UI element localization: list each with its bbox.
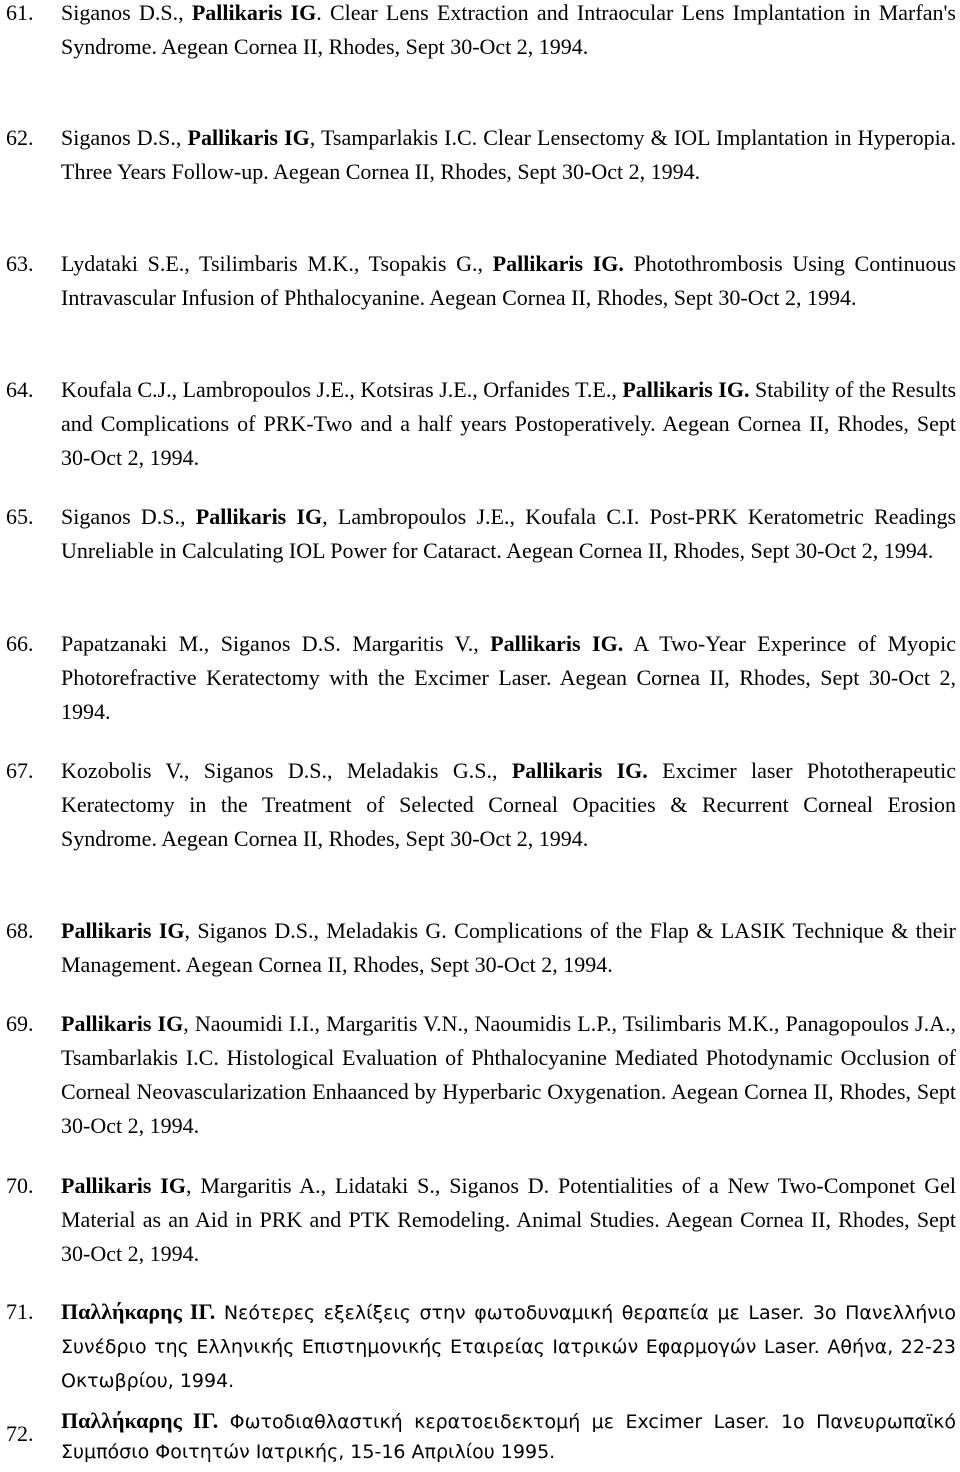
reference-number: 61.: [6, 0, 34, 25]
reference-text: [61, 500, 956, 568]
reference-number: 65.: [6, 504, 34, 529]
reference-text: [61, 754, 956, 856]
reference-segment: Stability of the Results and Complications of PRK-Two and a half years Postoperatively. Aegean Cornea II, Rhodes, Sept 30-Oct 2, 1994.: [61, 377, 957, 470]
reference-text: [61, 1169, 956, 1271]
reference-text: [61, 1406, 956, 1467]
reference-author-highlight: Pallikaris IG: [195, 504, 323, 529]
reference-number: 67.: [6, 758, 34, 783]
reference-author-highlight: Pallikaris IG: [187, 125, 310, 150]
reference-segment: Siganos D.S.,: [61, 504, 196, 529]
reference-author-highlight: Παλλήκαρης ΙΓ.: [61, 1408, 219, 1433]
reference-text: [61, 121, 956, 189]
reference-segment: Νεότερες εξελίξεις στην φωτοδυναμική θεραπεία με Laser. 3ο Πανελλήνιο Συνέδριο της Ελληνικής Επιστημονικής Εταιρείας Ιατρικών Εφαρμογών Laser. Αθήνα, 22-23 Οκτωβρίου, 1994.: [61, 1302, 956, 1392]
reference-number: 62.: [6, 125, 34, 150]
reference-author-highlight: Παλλήκαρης ΙΓ.: [61, 1299, 216, 1324]
reference-segment: Photothrombosis Using Continuous Intravascular Infusion of Phthalocyanine. Aegean Cornea II, Rhodes, Sept 30-Oct 2, 1994.: [61, 251, 957, 310]
reference-number: 66.: [6, 631, 34, 656]
reference-author-highlight: Pallikaris IG.: [492, 251, 624, 276]
reference-author-highlight: Pallikaris IG: [191, 0, 317, 25]
reference-author-highlight: Pallikaris IG: [61, 1173, 186, 1198]
reference-segment: Kozobolis V., Siganos D.S., Meladakis G.S.,: [61, 758, 512, 783]
reference-segment: . Clear Lens Extraction and Intraocular Lens Implantation in Marfan's Syndrome. Aegean Cornea II, Rhodes, Sept 30-Oct 2, 1994.: [61, 0, 956, 59]
reference-number: 69.: [6, 1011, 34, 1036]
reference-segment: , Margaritis A., Lidataki S., Siganos D. Potentialities of a New Two-Componet Gel Material as an Aid in PRK and PTK Remodeling. Animal Studies. Aegean Cornea II, Rhodes, Sept 30-Oct 2, 1994.: [61, 1173, 956, 1266]
reference-segment: Φωτοδιαθλαστική κερατοειδεκτομή με Excimer Laser. 1ο Πανευρωπαϊκό Συμπόσιο Φοιτητών Ιατρικής, 15-16 Απριλίου 1995.: [61, 1411, 956, 1463]
reference-number: 71.: [6, 1299, 34, 1324]
reference-text: [61, 1007, 956, 1143]
reference-text: [61, 627, 956, 729]
reference-segment: Siganos D.S.,: [61, 0, 192, 25]
reference-text: [61, 1295, 956, 1398]
reference-segment: Koufala C.J., Lambropoulos J.E., Kotsiras J.E., Orfanides T.E.,: [61, 377, 623, 402]
reference-number: 72.: [6, 1421, 34, 1446]
reference-segment: Siganos D.S.,: [61, 125, 188, 150]
reference-number: 68.: [6, 918, 34, 943]
reference-segment: , Lambropoulos J.E., Koufala C.I. Post-PRK Keratometric Readings Unreliable in Calculating IOL Power for Cataract. Aegean Cornea II, Rhodes, Sept 30-Oct 2, 1994.: [61, 504, 957, 563]
reference-author-highlight: Pallikaris IG.: [490, 631, 624, 656]
reference-text: [61, 0, 956, 64]
reference-author-highlight: Pallikaris IG: [61, 918, 185, 943]
reference-text: [61, 247, 956, 315]
reference-segment: Papatzanaki M., Siganos D.S. Margaritis V.,: [61, 631, 491, 656]
reference-segment: , Naoumidi I.I., Margaritis V.N., Naoumidis L.P., Tsilimbaris M.K., Panagopoulos J.A., Tsambarlakis I.C. Histological Evaluation of Phthalocyanine Mediated Photodynamic Occlusion of Corneal Neovascularization Enhaanced by Hyperbaric Oxygenation. Aegean Cornea II, Rhodes, Sept 30-Oct 2, 1994.: [61, 1011, 956, 1138]
reference-number: 64.: [6, 377, 34, 402]
reference-author-highlight: Pallikaris IG: [61, 1011, 184, 1036]
reference-segment: Lydataki S.E., Tsilimbaris M.K., Tsopakis G.,: [61, 251, 493, 276]
reference-segment: , Tsamparlakis I.C. Clear Lensectomy & IOL Implantation in Hyperopia. Three Years Follow-up. Aegean Cornea II, Rhodes, Sept 30-Oct 2, 1994.: [61, 125, 956, 184]
reference-segment: Excimer laser Phototherapeutic Keratectomy in the Treatment of Selected Corneal Opacities & Recurrent Corneal Erosion Syndrome. Aegean Cornea II, Rhodes, Sept 30-Oct 2, 1994.: [61, 758, 956, 851]
reference-number: 70.: [6, 1173, 34, 1198]
reference-author-highlight: Pallikaris IG.: [511, 758, 648, 783]
reference-text: [61, 914, 956, 982]
reference-number: 63.: [6, 251, 34, 276]
reference-segment: A Two-Year Experince of Myopic Photorefractive Keratectomy with the Excimer Laser. Aegean Cornea II, Rhodes, Sept 30-Oct 2, 1994.: [61, 631, 957, 724]
reference-text: [61, 373, 956, 475]
reference-author-highlight: Pallikaris IG.: [622, 377, 750, 402]
reference-segment: , Siganos D.S., Meladakis G. Complications of the Flap & LASIK Technique & their Management. Aegean Cornea II, Rhodes, Sept 30-Oct 2, 1994.: [61, 918, 956, 977]
